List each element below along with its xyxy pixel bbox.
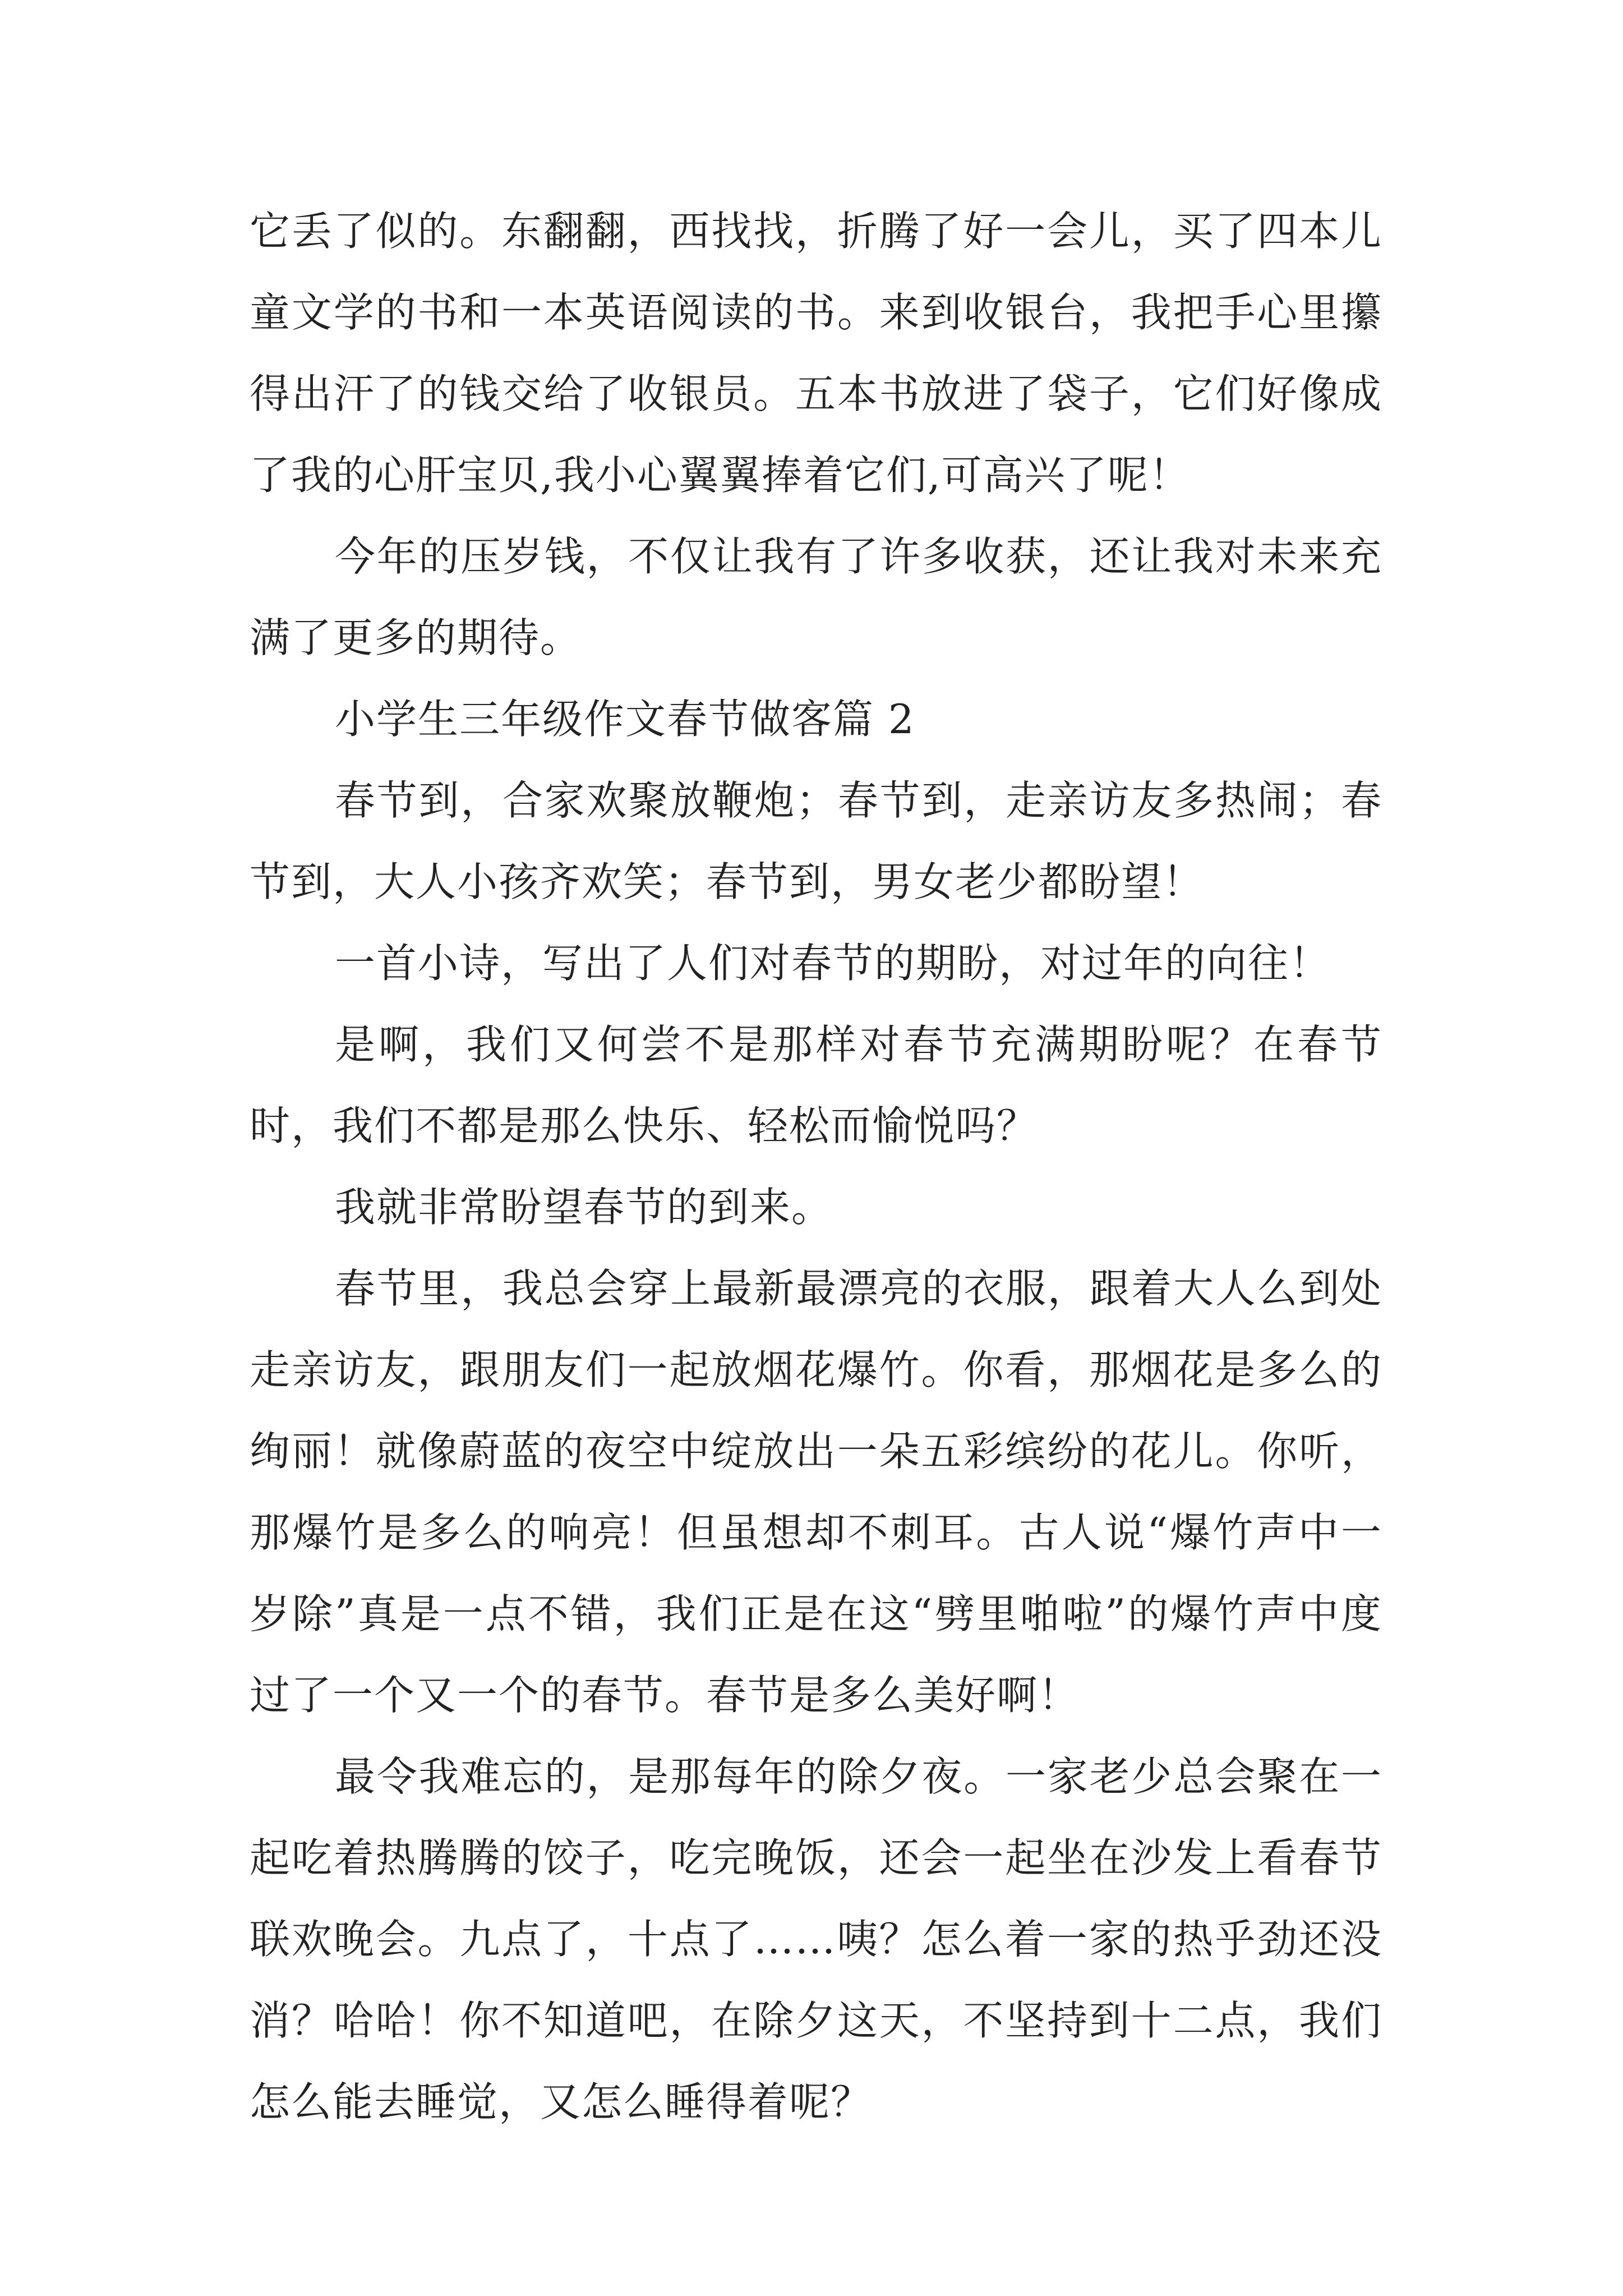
- paragraph: 最令我难忘的，是那每年的除夕夜。一家老少总会聚在一起吃着热腾腾的饺子，吃完晚饭，还会一起坐在沙发上看春节联欢晚会。九点了，十点了……咦？怎么着一家的热乎劲还没消？哈哈！你不知道吧，在除夕这天，不坚持到十二点，我们怎么能去睡觉，又怎么睡得着呢？: [250, 1753, 1382, 2125]
- paragraph: 春节到，合家欢聚放鞭炮；春节到，走亲访友多热闹；春节到，大人小孩齐欢笑；春节到，男女老少都盼望！: [250, 777, 1382, 905]
- paragraph: 是啊，我们又何尝不是那样对春节充满期盼呢？在春节时，我们不都是那么快乐、轻松而愉悦吗？: [250, 1021, 1382, 1149]
- paragraph-continued: 它丢了似的。东翻翻，西找找，折腾了好一会儿，买了四本儿童文学的书和一本英语阅读的书。来到收银台，我把手心里攥得出汗了的钱交给了收银员。五本书放进了袋子，它们好像成了我的心肝宝贝,我小心翼翼捧着它们,可高兴了呢！: [250, 208, 1382, 499]
- section-title: 小学生三年级作文春节做客篇 2: [335, 696, 915, 743]
- document-body: [250, 191, 1382, 2143]
- paragraph-conclusion: 今年的压岁钱，不仅让我有了许多收获，还让我对未来充满了更多的期待。: [250, 533, 1382, 661]
- paragraph: 一首小诗，写出了人们对春节的期盼，对过年的向往！: [335, 940, 1331, 987]
- paragraph: 春节里，我总会穿上最新最漂亮的衣服，跟着大人么到处走亲访友，跟朋友们一起放烟花爆竹。你看，那烟花是多么的绚丽！就像蔚蓝的夜空中绽放出一朵五彩缤纷的花儿。你听，那爆竹是多么的响亮！但虽想却不刺耳。古人说“爆竹声中一岁除”真是一点不错，我们正是在这“劈里啪啦”的爆竹声中度过了一个又一个的春节。春节是多么美好啊！: [250, 1265, 1382, 1719]
- paragraph: 我就非常盼望春节的到来。: [335, 1184, 833, 1231]
